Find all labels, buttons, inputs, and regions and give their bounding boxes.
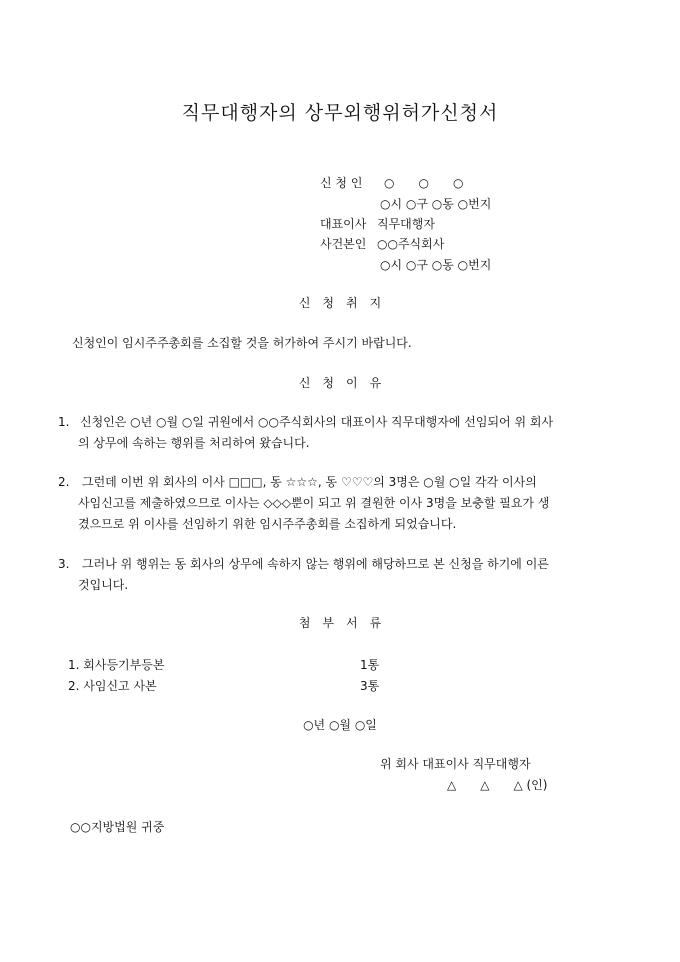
- reason-line: 그러나 위 행위는 동 회사의 상무에 속하지 않는 행위에 해당하므로 본 신청을 하기에 이른: [82, 557, 549, 571]
- representative-value: 직무대행자: [377, 217, 435, 231]
- document-title: 직무대행자의 상무외행위허가신청서: [181, 102, 499, 124]
- attachment-label: 1. 회사등기부등본: [68, 658, 165, 672]
- attachment-label: 2. 사임신고 사본: [68, 679, 157, 693]
- attachments-heading: 첨 부 서 류: [298, 616, 382, 630]
- principal-address: ○시 ○구 ○동 ○번지: [380, 258, 492, 272]
- attachment-count: 3통: [360, 679, 380, 693]
- reason-line: 겼으므로 위 이사를 선임하기 위한 임시주주총회를 소집하게 되었습니다.: [78, 517, 457, 531]
- reason-line: 것입니다.: [78, 578, 129, 592]
- reason-number: 1.: [58, 415, 70, 429]
- reason-number: 3.: [58, 557, 70, 571]
- signature-title: 위 회사 대표이사 직무대행자: [380, 757, 531, 771]
- court-addressee: ○○지방법원 귀중: [70, 820, 165, 834]
- reasons-heading: 신 청 이 유: [298, 376, 382, 390]
- signature-name-seal: △ △ △ (인): [447, 778, 548, 792]
- reason-line: 신청인은 ○년 ○월 ○일 귀원에서 ○○주식회사의 대표이사 직무대행자에 선임되어 위 회사: [80, 415, 554, 429]
- representative-label: 대표이사: [320, 217, 367, 231]
- purpose-heading: 신 청 취 지: [298, 296, 382, 310]
- attachment-count: 1통: [360, 658, 380, 672]
- reason-line: 의 상무에 속하는 행위를 처리하여 왔습니다.: [78, 436, 310, 450]
- reason-line: 사임신고를 제출하였으므로 이사는 ◇◇◇뿐이 되고 위 결원한 이사 3명을 보충할 필요가 생: [78, 496, 550, 510]
- principal-value: ○○주식회사: [377, 237, 445, 251]
- applicant-label: 신 청 인: [320, 176, 363, 190]
- reason-number: 2.: [58, 475, 70, 489]
- applicant-address: ○시 ○구 ○동 ○번지: [380, 197, 492, 211]
- applicant-name: ○ ○ ○: [384, 176, 464, 190]
- purpose-text: 신청인이 임시주주총회를 소집할 것을 허가하여 주시기 바랍니다.: [72, 336, 412, 350]
- document-date: ○년 ○월 ○일: [303, 718, 377, 732]
- reason-line: 그런데 이번 위 회사의 이사 □□□, 동 ☆☆☆, 동 ♡♡♡의 3명은 ○월 ○일 각각 이사의: [82, 475, 537, 489]
- principal-label: 사건본인: [320, 237, 367, 251]
